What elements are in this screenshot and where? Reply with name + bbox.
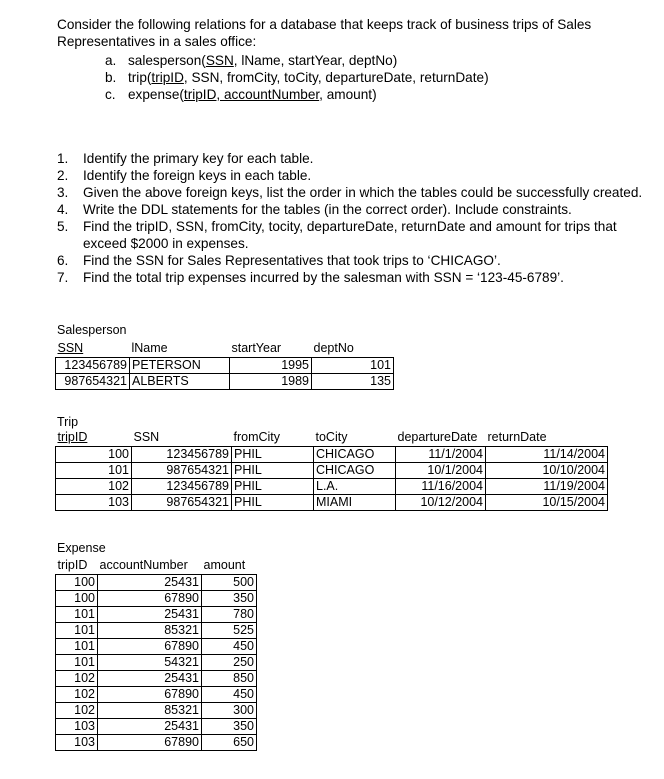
question-number: 4. [57,202,69,217]
table-cell: 1995 [230,357,312,373]
relation-expense [105,86,377,103]
column-header-tocity: toCity [314,430,396,446]
table-cell: 450 [202,638,257,654]
table-cell: 987654321 [132,462,232,478]
column-header-ssn: SSN [132,430,232,446]
question-item [57,218,657,252]
table-cell: 101 [56,622,98,638]
table-cell: 85321 [98,702,202,718]
table-cell: 525 [202,622,257,638]
trip-table [55,430,608,511]
trip-table-title: Trip [57,415,79,429]
column-header-departuredate: departureDate [396,430,486,446]
relation-attributes: , lName, startYear, deptNo) [233,53,398,68]
table-cell: MIAMI [314,494,396,510]
table-cell: 11/1/2004 [396,446,486,462]
table-header-row [56,558,257,574]
table-row [56,622,257,638]
table-cell: ALBERTS [130,373,230,389]
table-cell: 25431 [98,574,202,590]
column-header-tripid: tripID [56,558,98,574]
table-cell: 103 [56,494,132,510]
table-row [56,734,257,750]
table-row [56,373,394,389]
table-cell: 11/14/2004 [486,446,608,462]
column-header-amount: amount [202,558,257,574]
column-header-lname: lName [130,341,230,357]
table-cell: 101 [56,638,98,654]
table-cell: 67890 [98,686,202,702]
table-cell: 102 [56,686,98,702]
question-text: Find the SSN for Sales Representatives that took trips to ‘CHICAGO’. [83,253,501,268]
table-cell: 300 [202,702,257,718]
question-item [57,184,657,201]
column-header-returndate: returnDate [486,430,608,446]
table-cell: 100 [56,446,132,462]
table-cell: 67890 [98,638,202,654]
table-cell: 10/12/2004 [396,494,486,510]
table-cell: 1989 [230,373,312,389]
question-text: Find the tripID, SSN, fromCity, tocity, departureDate, returnDate and amount for trips that exceed $2000 in expenses. [83,219,617,251]
table-row [56,574,257,590]
relation-label: a. [105,53,117,68]
table-cell: CHICAGO [314,462,396,478]
table-row [56,702,257,718]
question-item [57,252,657,269]
question-item [57,167,657,184]
relation-key: tripID, accountNumber [183,87,320,102]
relation-label: b. [105,70,117,85]
questions-list [57,150,657,286]
salesperson-table [55,341,394,390]
table-cell: 450 [202,686,257,702]
column-header-ssn: SSN [56,341,130,357]
column-header-tripid: tripID [56,430,132,446]
table-row [56,686,257,702]
table-cell: 101 [56,606,98,622]
table-header-row [56,341,394,357]
question-number: 1. [57,151,69,166]
column-header-accountnumber: accountNumber [98,558,202,574]
table-header-row [56,430,608,446]
table-cell: 102 [56,670,98,686]
table-cell: 123456789 [132,446,232,462]
table-cell: PHIL [232,462,314,478]
table-row [56,357,394,373]
table-row [56,494,608,510]
table-cell: 100 [56,590,98,606]
table-row [56,462,608,478]
relation-attributes: , amount) [319,87,377,102]
question-number: 3. [57,185,69,200]
question-number: 7. [57,270,69,285]
expense-table [55,558,257,751]
table-cell: 987654321 [132,494,232,510]
table-cell: 250 [202,654,257,670]
table-row [56,446,608,462]
table-cell: 350 [202,590,257,606]
question-number: 5. [57,219,69,234]
expense-table-title: Expense [57,541,106,555]
table-cell: 67890 [98,590,202,606]
table-cell: 10/10/2004 [486,462,608,478]
table-cell: 123456789 [132,478,232,494]
table-cell: 25431 [98,718,202,734]
table-cell: 135 [312,373,394,389]
column-header-startyear: startYear [230,341,312,357]
column-header-fromcity: fromCity [232,430,314,446]
relation-label: c. [105,87,116,102]
relation-key: SSN [205,53,234,68]
table-cell: 650 [202,734,257,750]
table-cell: 987654321 [56,373,130,389]
question-text: Given the above foreign keys, list the order in which the tables could be successfully created. [83,185,643,200]
table-row [56,590,257,606]
question-text: Identify the primary key for each table. [83,151,314,166]
table-cell: 780 [202,606,257,622]
table-cell: 10/15/2004 [486,494,608,510]
table-cell: 500 [202,574,257,590]
question-item [57,269,657,286]
relation-key: tripID [151,70,184,85]
table-cell: 54321 [98,654,202,670]
table-row [56,606,257,622]
column-header-deptno: deptNo [312,341,394,357]
table-cell: PHIL [232,478,314,494]
table-cell: 11/19/2004 [486,478,608,494]
table-cell: 10/1/2004 [396,462,486,478]
table-row [56,670,257,686]
intro-paragraph: Consider the following relations for a database that keeps track of business trips of Sales Representatives in a sales office: [57,17,592,49]
table-cell: 350 [202,718,257,734]
question-item [57,150,657,167]
table-cell: 102 [56,478,132,494]
table-cell: 25431 [98,606,202,622]
table-cell: 103 [56,734,98,750]
table-cell: PETERSON [130,357,230,373]
table-cell: 102 [56,702,98,718]
question-text: Identify the foreign keys in each table. [83,168,312,183]
table-row [56,478,608,494]
table-cell: 85321 [98,622,202,638]
question-item [57,201,657,218]
table-cell: 101 [56,462,132,478]
relation-trip [105,69,489,86]
relation-name: trip( [128,70,152,85]
table-row [56,718,257,734]
table-cell: 101 [312,357,394,373]
question-number: 6. [57,253,69,268]
table-cell: 100 [56,574,98,590]
table-cell: 123456789 [56,357,130,373]
table-cell: 101 [56,654,98,670]
table-cell: CHICAGO [314,446,396,462]
table-cell: 850 [202,670,257,686]
relation-salesperson [105,52,397,69]
table-cell: L.A. [314,478,396,494]
table-cell: 67890 [98,734,202,750]
relation-attributes: , SSN, fromCity, toCity, departureDate, returnDate) [183,70,489,85]
question-text: Write the DDL statements for the tables (in the correct order). Include constraints. [83,202,572,217]
question-text: Find the total trip expenses incurred by the salesman with SSN = ‘123-45-6789’. [83,270,564,285]
relation-name: expense( [128,87,184,102]
salesperson-table-title: Salesperson [57,323,127,337]
relation-name: salesperson( [128,53,206,68]
table-cell: 11/16/2004 [396,478,486,494]
question-number: 2. [57,168,69,183]
table-row [56,654,257,670]
table-row [56,638,257,654]
table-cell: PHIL [232,446,314,462]
table-cell: 25431 [98,670,202,686]
table-cell: PHIL [232,494,314,510]
table-cell: 103 [56,718,98,734]
